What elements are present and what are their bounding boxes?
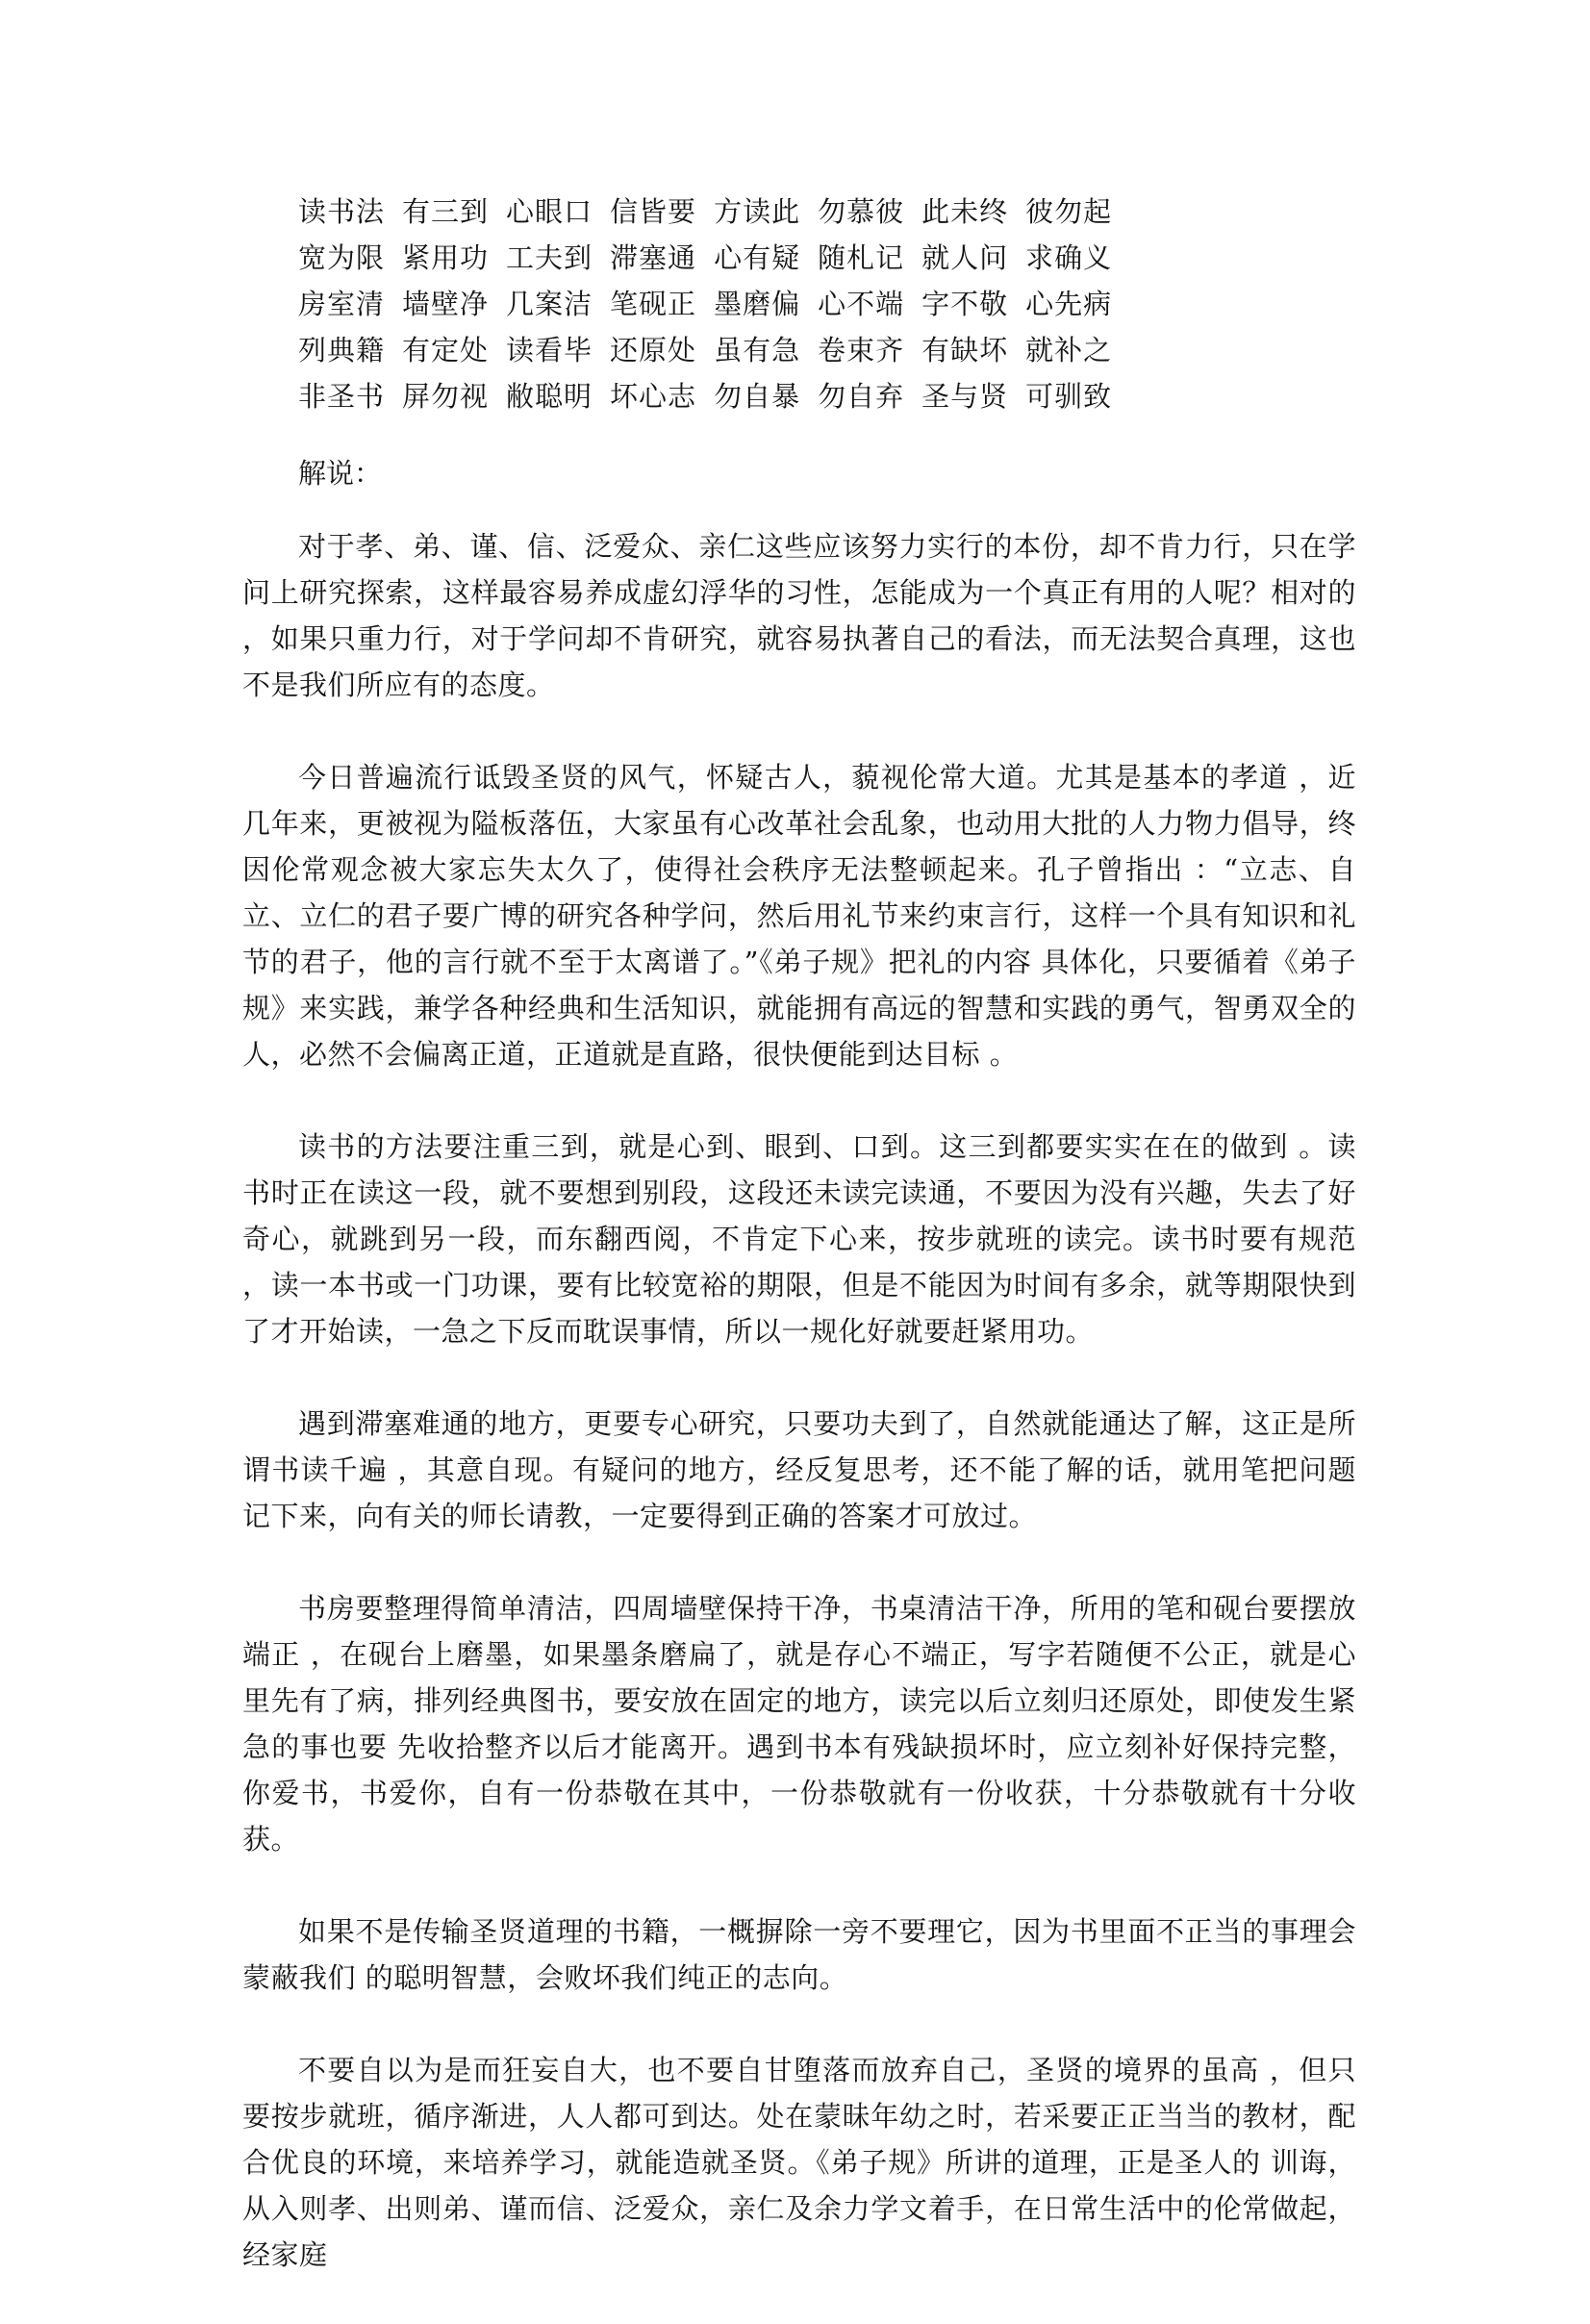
commentary-label: 解说： <box>298 457 383 490</box>
verse-phrase: 信皆要 <box>610 195 697 228</box>
verse-phrase: 墨磨偏 <box>714 288 801 320</box>
paragraph: 对于孝、弟、谨、信、泛爱众、亲仁这些应该努力实行的本份，却不肯力行，只在学问上研究探索，这样最容易养成虚幻浮华的习性，怎能成为一个真正有用的人呢？相对的 ，如果只重力行，对于学问却不肯研究，就容易执著自己的看法，而无法契合真理，这也不是我们所应有的态度。 <box>242 530 1356 701</box>
verse-block <box>298 189 1404 419</box>
verse-phrase: 读书法 <box>298 195 386 228</box>
verse-phrase: 有三到 <box>402 195 490 228</box>
verse-phrase: 此未终 <box>921 195 1009 228</box>
verse-phrase: 心不端 <box>818 288 905 320</box>
verse-phrase: 勿自暴 <box>714 380 801 413</box>
verse-phrase: 坏心志 <box>610 380 697 413</box>
verse-phrase: 非圣书 <box>298 380 386 413</box>
verse-phrase: 有缺坏 <box>921 334 1009 366</box>
verse-line <box>298 189 1404 235</box>
verse-phrase: 勿自弃 <box>818 380 905 413</box>
verse-line <box>298 281 1404 327</box>
verse-phrase: 紧用功 <box>402 241 490 274</box>
verse-phrase: 滞塞通 <box>610 241 697 274</box>
verse-phrase: 就补之 <box>1025 334 1113 366</box>
verse-phrase: 勿慕彼 <box>818 195 905 228</box>
verse-phrase: 圣与贤 <box>921 380 1009 413</box>
verse-phrase: 宽为限 <box>298 241 386 274</box>
verse-phrase: 字不敬 <box>921 288 1009 320</box>
paragraph: 遇到滞塞难通的地方，更要专心研究，只要功夫到了，自然就能通达了解，这正是所谓书读千遍 ，其意自现。有疑问的地方，经反复思考，还不能了解的话，就用笔把问题记下来，向有关的师长请教，一定要得到正确的答案才可放过。 <box>242 1407 1356 1532</box>
verse-phrase: 方读此 <box>714 195 801 228</box>
verse-phrase: 心眼口 <box>506 195 593 228</box>
verse-phrase: 工夫到 <box>506 241 593 274</box>
verse-phrase: 墙壁净 <box>402 288 490 320</box>
verse-phrase: 卷束齐 <box>818 334 905 366</box>
paragraph: 今日普遍流行诋毁圣贤的风气，怀疑古人，藐视伦常大道。尤其是基本的孝道 ，近几年来，更被视为隘板落伍，大家虽有心改革社会乱象，也动用大批的人力物力倡导，终因伦常观念被大家忘失太久了，使得社会秩序无法整顿起来。孔子曾指出 ：“立志、自立、立仁的君子要广博的研究各种学问，然后用礼节来约束言行，这样一个具有知识和礼节的君子，他的言行就不至于太离谱了。”《弟子规》把礼的内容 具体化，只要循着《弟子规》来实践，兼学各种经典和生活知识，就能拥有高远的智慧和实践的勇气，智勇双全的人，必然不会偏离正道，正道就是直路，很快便能到达目标 。 <box>242 761 1356 1071</box>
verse-phrase: 敝聪明 <box>506 380 593 413</box>
verse-phrase: 心先病 <box>1025 288 1113 320</box>
paragraph: 如果不是传输圣贤道理的书籍，一概摒除一旁不要理它，因为书里面不正当的事理会蒙蔽我们 的聪明智慧，会败坏我们纯正的志向。 <box>242 1915 1356 1994</box>
verse-phrase: 列典籍 <box>298 334 386 366</box>
verse-phrase: 有定处 <box>402 334 490 366</box>
verse-phrase: 房室清 <box>298 288 386 320</box>
verse-phrase: 求确义 <box>1025 241 1113 274</box>
verse-phrase: 彼勿起 <box>1025 195 1113 228</box>
verse-phrase: 读看毕 <box>506 334 593 366</box>
verse-phrase: 屏勿视 <box>402 380 490 413</box>
paragraph: 书房要整理得简单清洁，四周墙壁保持干净，书桌清洁干净，所用的笔和砚台要摆放端正 ，在砚台上磨墨，如果墨条磨扁了，就是存心不端正，写字若随便不公正，就是心里先有了病，排列经典图书，要安放在固定的地方，读完以后立刻归还原处，即使发生紧急的事也要 先收拾整齐以后才能离开。遇到书本有残缺损坏时，应立刻补好保持完整，你爱书，书爱你，自有一份恭敬在其中，一份恭敬就有一份收获，十分恭敬就有十分收获。 <box>242 1592 1356 1856</box>
verse-phrase: 几案洁 <box>506 288 593 320</box>
verse-line <box>298 327 1404 373</box>
verse-phrase: 可驯致 <box>1025 380 1113 413</box>
verse-phrase: 还原处 <box>610 334 697 366</box>
paragraph: 不要自以为是而狂妄自大，也不要自甘堕落而放弃自己，圣贤的境界的虽高 ，但只要按步就班，循序渐进，人人都可到达。处在蒙昧年幼之时，若采要正正当当的教材，配合优良的环境，来培养学习，就能造就圣贤。《弟子规》所讲的道理，正是圣人的 训诲，从入则孝、出则弟、谨而信、泛爱众，亲仁及余力学文着手，在日常生活中的伦常做起，经家庭 <box>242 2054 1356 2271</box>
verse-phrase: 随札记 <box>818 241 905 274</box>
verse-phrase: 就人问 <box>921 241 1009 274</box>
verse-phrase: 心有疑 <box>714 241 801 274</box>
verse-line <box>298 235 1404 281</box>
verse-line <box>298 373 1404 419</box>
paragraph: 读书的方法要注重三到，就是心到、眼到、口到。这三到都要实实在在的做到 。读书时正在读这一段，就不要想到别段，这段还未读完读通，不要因为没有兴趣，失去了好奇心，就跳到另一段，而东翻西阅，不肯定下心来，按步就班的读完。读书时要有规范 ，读一本书或一门功课，要有比较宽裕的期限，但是不能因为时间有多余，就等期限快到了才开始读，一急之下反而耽误事情，所以一规化好就要赶紧用功。 <box>242 1130 1356 1348</box>
verse-phrase: 虽有急 <box>714 334 801 366</box>
verse-phrase: 笔砚正 <box>610 288 697 320</box>
commentary-body <box>242 523 1356 2324</box>
